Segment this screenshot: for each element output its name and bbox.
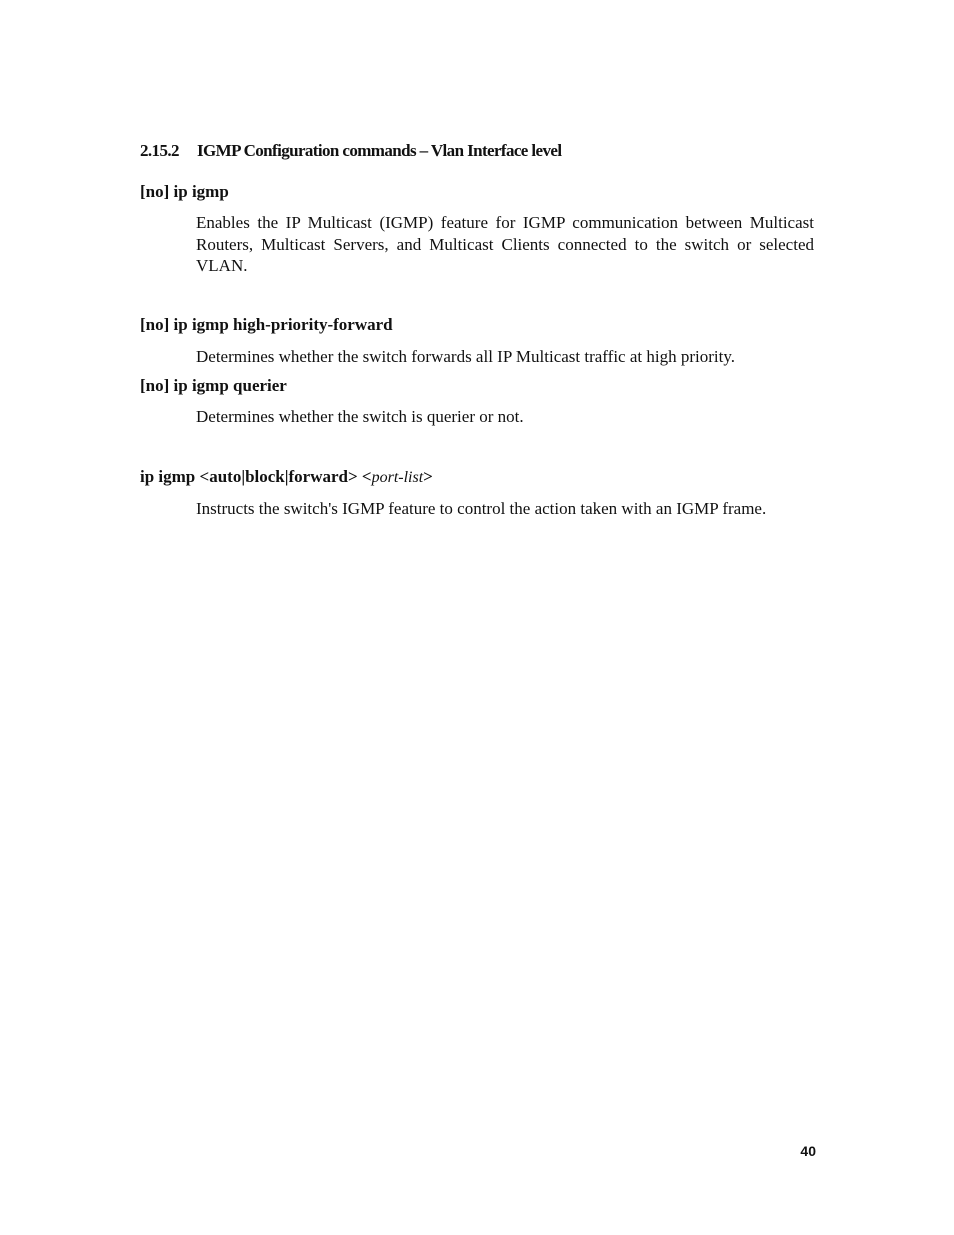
section-title: IGMP Configuration commands – Vlan Interface level — [197, 141, 562, 160]
command-syntax-ip-igmp: [no] ip igmp — [140, 182, 229, 201]
command-description-port-action: Instructs the switch's IGMP feature to control the action taken with an IGMP frame. — [196, 499, 767, 518]
command-description-high-priority-forward: Determines whether the switch forwards all IP Multicast traffic at high priority. — [196, 347, 735, 366]
command-description-querier: Determines whether the switch is querier or not. — [196, 407, 524, 426]
command-syntax-querier: [no] ip igmp querier — [140, 376, 287, 395]
section-heading — [140, 141, 561, 161]
command-description-ip-igmp: Enables the IP Multicast (IGMP) feature for IGMP communication between Multicast Routers, Multicast Servers, and Multicast Clients connected to the switch or selected VLAN. — [196, 213, 814, 275]
command-syntax-param: port-list — [371, 469, 424, 486]
page-number: 40 — [800, 1143, 816, 1159]
command-syntax-suffix: > — [423, 467, 433, 486]
command-syntax-high-priority-forward: [no] ip igmp high-priority-forward — [140, 315, 393, 334]
section-number: 2.15.2 — [140, 141, 179, 160]
command-syntax-prefix: ip igmp <auto|block|forward> < — [140, 467, 372, 486]
command-syntax-port-action — [140, 467, 433, 487]
